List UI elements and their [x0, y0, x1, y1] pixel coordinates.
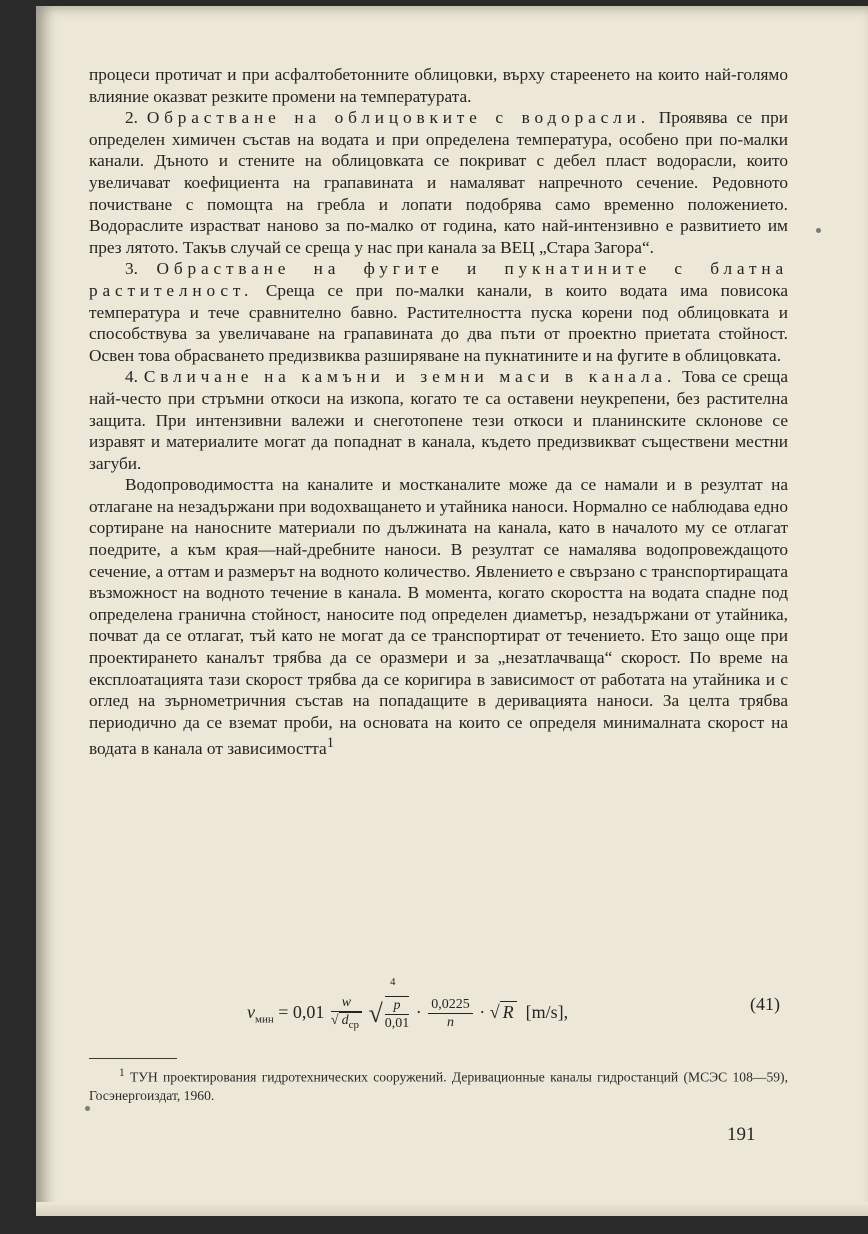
- print-speck: [85, 1106, 90, 1111]
- print-speck: [816, 228, 821, 233]
- body-text: [89, 64, 788, 760]
- formula-expression: $v_{мин} = 0,01$ $\frac{w}{√ d_{ср}}$ √ $\frac{p}{0,01}$ · $\frac{0,0225}{n}$ · √ R [m/s],: [247, 994, 568, 1034]
- footnote-mark: 1: [119, 1067, 125, 1079]
- formula-41: [89, 976, 788, 1036]
- paragraph-3: 3. Обрастване на фугите и пукнатините с блатна растителност. Среща се при по-малки канали, в които водата има повисока температура и тече сравнително бавно. Растителността пуска корени под облицовката и способствува за увеличаване на грапавината до два пъти от проектно приетата стойност. Освен това обрасването предизвиква разширяване на пукнатините и на фугите в облицовката.: [89, 259, 789, 365]
- root-index: 4: [390, 976, 396, 988]
- paragraph-5: Водопроводимостта на каналите и мостканалите може да се намали и в резултат на отлагане на незадържани при водохващането и утайника наноси. Нормално се наблюдава едно сортиране на наносните материали по дължината на канала, като в началото му се отлагат поедрите, а към края—най-дребните наноси. В резултат се намалява водопровеждащото сечение, а оттам и размерът на водното количество. Явлението е свързано с транспортиращата възможност на водното течение в канала. В момента, когато скоростта на водата спадне под определена гранична стойност, наносите под определен диаметър, незадържани от утайника, почват да се отлагат, тъй като не могат да се транспортират от течението. Ето защо още при проектирането каналът трябва да се оразмери и за „незатлачваща“ скорост. По време на експлоатацията тази скорост трябва да се коригира в зависимост от работата на утайника и с оглед на зърнометричния състав на попадащите в деривацията наноси. За целта трябва периодично да се вземат проби, на основата на които се определя минималната скорост на водата в канала от зависимостта$^1$: [89, 475, 788, 759]
- fraction-w-over-d: $\frac{w}{√ d_{ср}}$: [331, 994, 362, 1034]
- fraction-0225-over-n: $\frac{0,0225}{n}$: [428, 996, 473, 1031]
- spaced-heading: Обрастване на облицовките с водорасли.: [146, 108, 650, 128]
- footnote: [89, 1064, 788, 1105]
- spaced-heading: Обрастване на фугите и пукнатините с блатна растителност.: [89, 259, 789, 300]
- unit: [m/s],: [525, 1002, 569, 1023]
- item-number: 4.: [125, 367, 138, 387]
- paragraph-4: 4. Свличане на камъни и земни маси в канала. Това се среща най-често при стръмни откоси на изкопа, когато те са оставени неукрепени, без растителна защита. При интензивни валежи и снеготопене тези откоси и планинските склонове се изравят и материалите могат да попаднат в канала, където предизвикват съществени местни загуби.: [89, 367, 788, 473]
- equation-number: (41): [750, 994, 780, 1014]
- book-page: [36, 6, 868, 1216]
- paragraph-2: 2. Обрастване на облицовките с водорасли. Проявява се при определен химичен състав на водата и при определена температура, особено при по-малки канали. Дъното и стените на облицовката се покриват с дебел пласт водорасли, които увеличават коефициента на грапавината и намаляват напречното сечение. Редовното почистване с помощта на гребла и лопати подобрява само временно положението. Водораслите израстват наново за по-малко от година, като най-интензивно е развитието им през лятото. Такъв случай се среща у нас при канала за ВЕЦ „Стара Загора“.: [89, 108, 788, 257]
- item-number: 3.: [125, 259, 138, 279]
- footnote-rule: [89, 1058, 177, 1059]
- fraction-p-over-001: $\frac{p}{0,01}$: [384, 997, 410, 1031]
- page-number: 191: [727, 1124, 756, 1145]
- footnote-ref: 1: [326, 735, 334, 752]
- spaced-heading: Свличане на камъни и земни маси в канала.: [143, 367, 677, 387]
- footnote-text: ТУН проектирования гидротехнических сооружений. Деривационные каналы гидростанций (МСЭС 108—59), Госэнергоиздат, 1960.: [89, 1069, 788, 1103]
- paragraph-1: процеси протичат и при асфалтобетонните облицовки, върху стареенето на които най-голямо влияние оказват резките промени на температурата.: [89, 65, 788, 106]
- item-number: 2.: [125, 108, 138, 128]
